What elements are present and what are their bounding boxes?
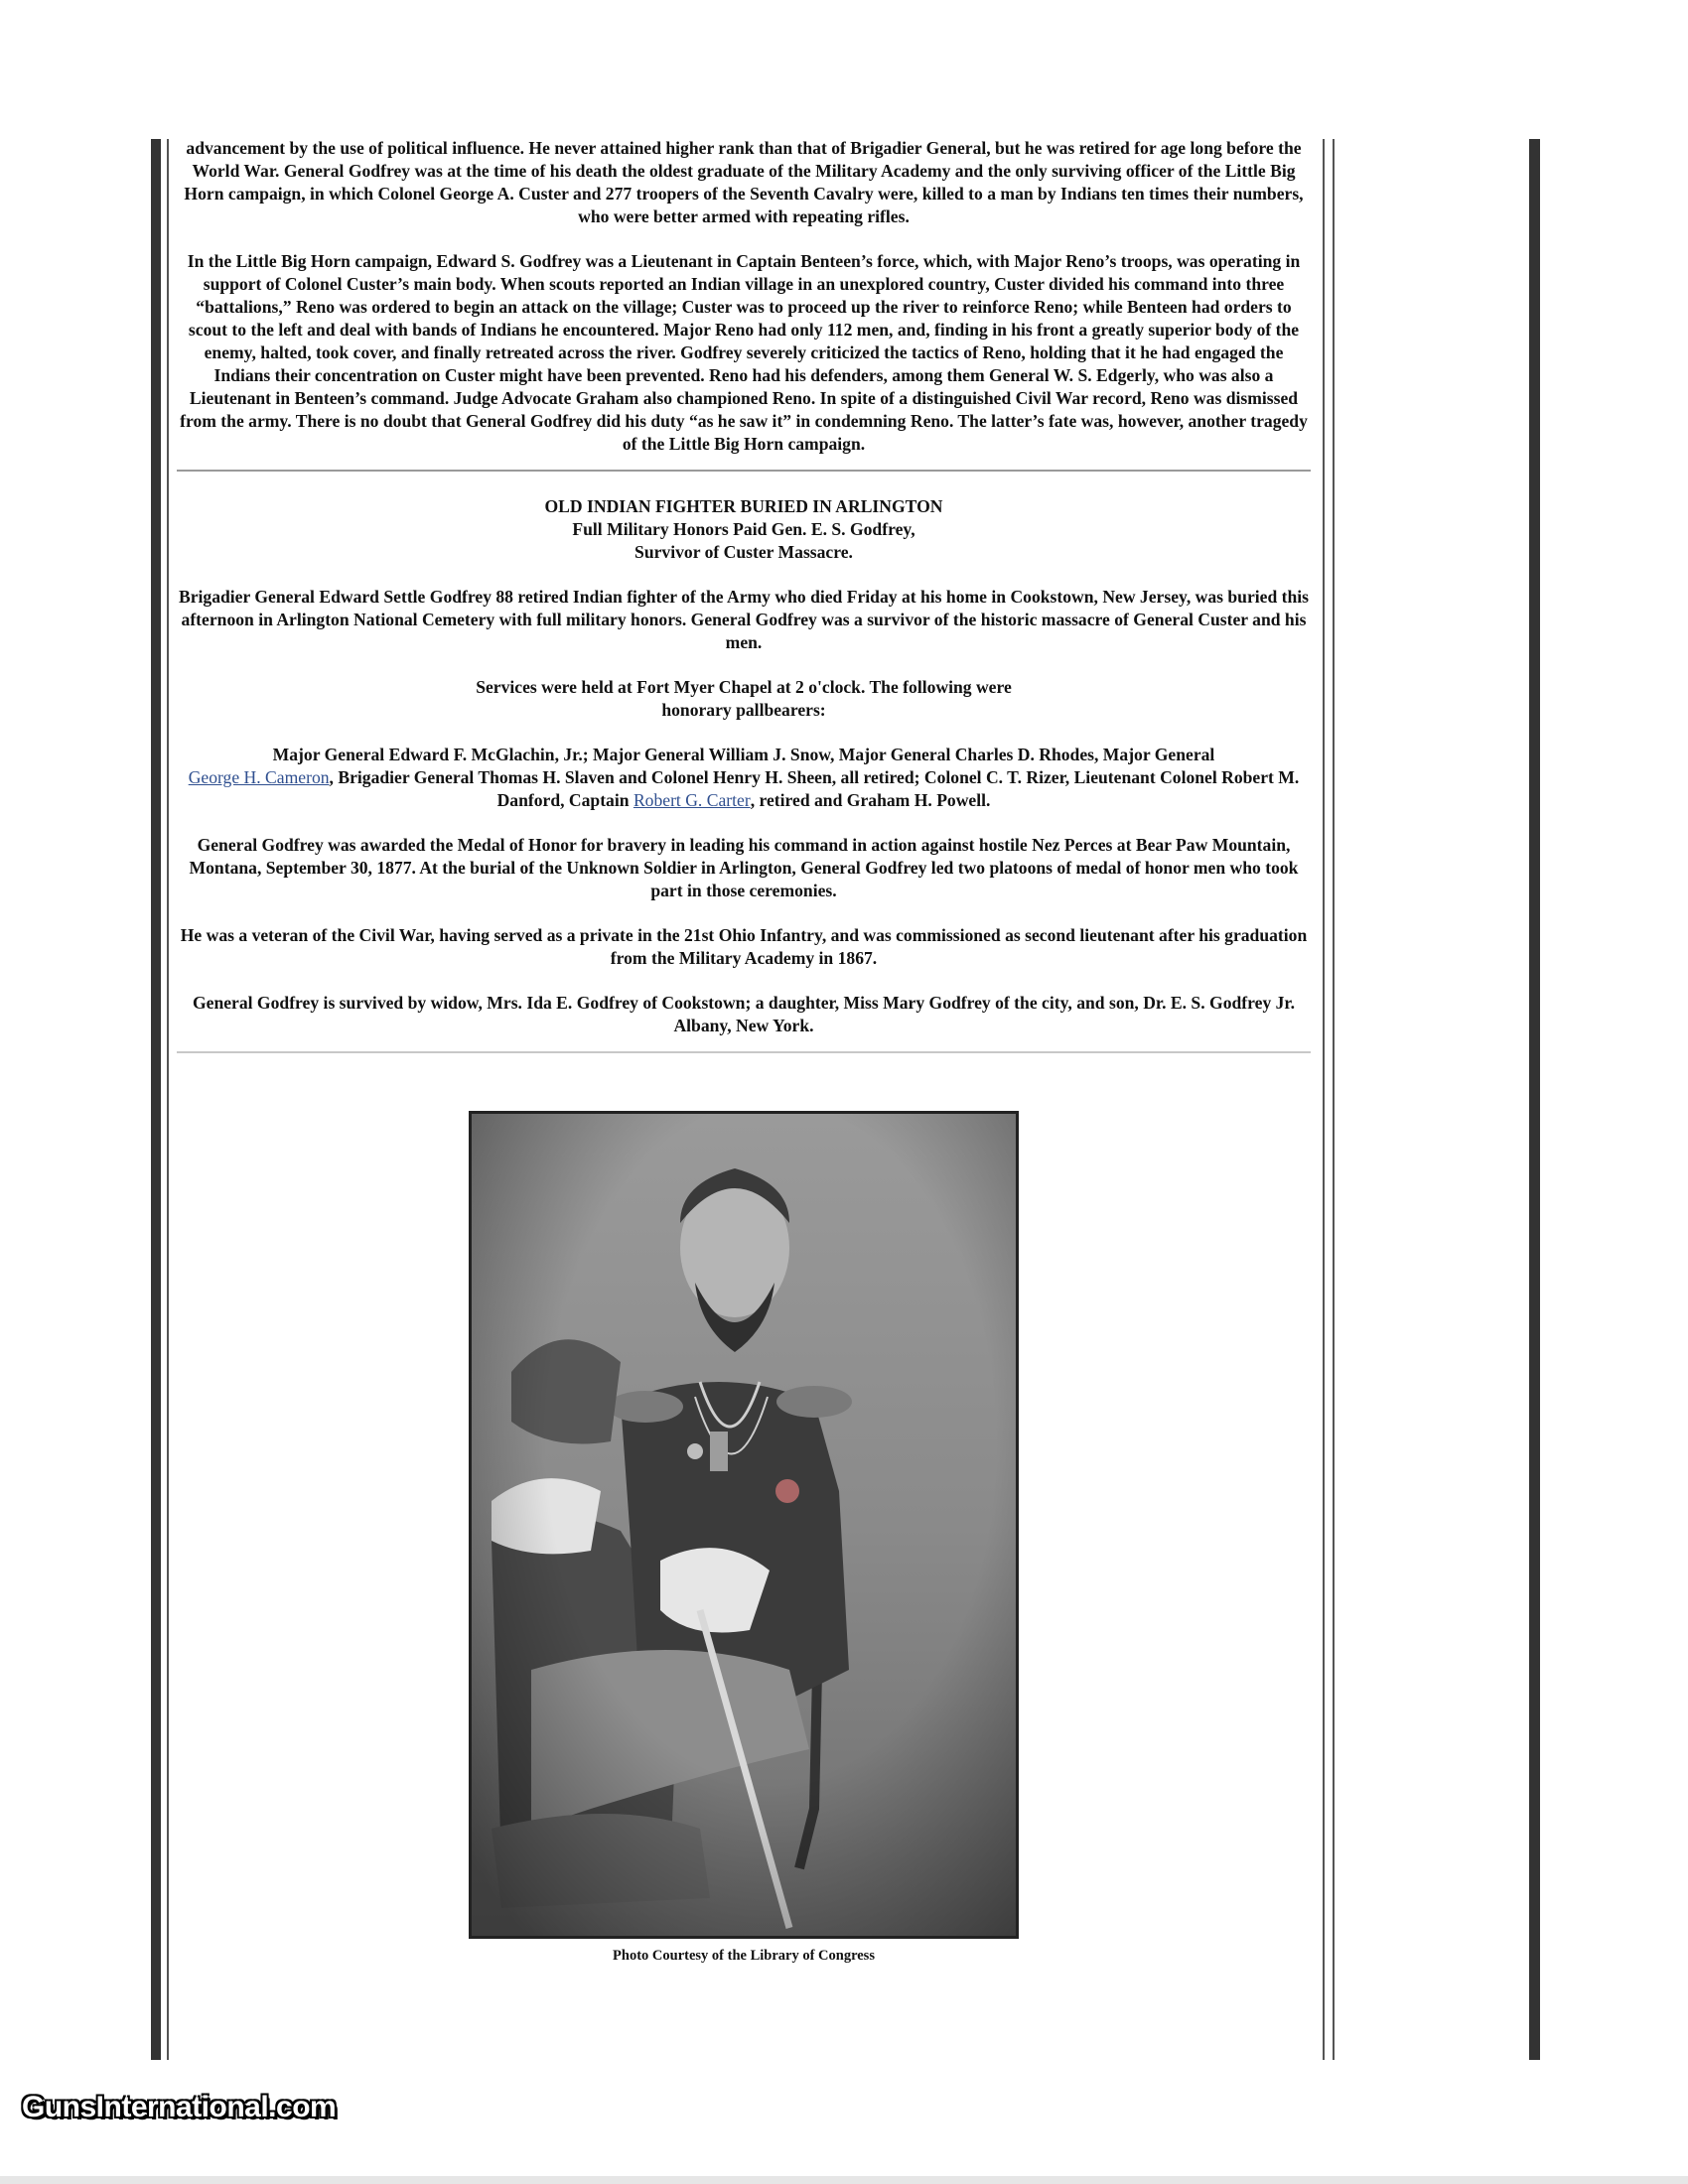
photo-caption: Photo Courtesy of the Library of Congress bbox=[613, 1948, 875, 1964]
link-robert-g-carter[interactable]: Robert G. Carter bbox=[633, 790, 751, 810]
portrait-image bbox=[472, 1114, 1016, 1936]
bottom-strip bbox=[0, 2176, 1688, 2184]
document-column bbox=[177, 137, 1311, 1968]
article-paragraph-survivors: General Godfrey is survived by widow, Mrs. Ida E. Godfrey of Cookstown; a daughter, Miss Mary Godfrey of the city, and son, Dr. E. S. Godfrey Jr. Albany, New York. bbox=[192, 993, 1296, 1035]
right-border-bar bbox=[1529, 139, 1540, 2060]
left-border-line bbox=[167, 139, 169, 2060]
services-line-1: Services were held at Fort Myer Chapel at 2 o'clock. The following were bbox=[476, 677, 1012, 697]
article-header bbox=[177, 495, 1311, 564]
right-column-line-1 bbox=[1323, 139, 1325, 2060]
article-headline: OLD INDIAN FIGHTER BURIED IN ARLINGTON bbox=[544, 496, 943, 516]
paragraph-political-influence: advancement by the use of political influence. He never attained higher rank than that of Brigadier General, but he was retired for age long before the World War. General Godfrey was at the time of his death the oldest graduate of the Military Academy and the only surviving officer of the Little Big Horn campaign, in which Colonel George A. Custer and 277 troopers of the Seventh Cavalry were, killed to a man by Indians ten times their numbers, who were better armed with repeating rifles. bbox=[184, 138, 1304, 226]
pallbearers-text-b: , Brigadier General Thomas H. Slaven and Colonel Henry H. Sheen, all retired; Colonel C. T. Rizer, Lieutenant Colonel Robert M. Danford, Captain bbox=[329, 767, 1300, 810]
gunsinternational-logo: GunsInternational.com bbox=[22, 2091, 337, 2123]
section-divider bbox=[177, 470, 1311, 472]
article-paragraph-services bbox=[177, 676, 1311, 722]
article-paragraph-pallbearers bbox=[177, 744, 1311, 812]
link-george-h-cameron[interactable]: George H. Cameron bbox=[188, 767, 330, 787]
left-border-bar bbox=[151, 139, 161, 2060]
pallbearers-text-c: , retired and Graham H. Powell. bbox=[750, 790, 991, 810]
article-paragraph-burial: Brigadier General Edward Settle Godfrey 88 retired Indian fighter of the Army who died Friday at his home in Cookstown, New Jersey, was buried this afternoon in Arlington National Cemetery with full military honors. General Godfrey was a survivor of the historic massacre of General Custer and his men. bbox=[178, 587, 1310, 652]
article-end-divider bbox=[177, 1051, 1311, 1053]
services-line-2: honorary pallbearers: bbox=[661, 700, 826, 720]
paragraph-little-big-horn: In the Little Big Horn campaign, Edward S. Godfrey was a Lieutenant in Captain Benteen’s force, which, with Major Reno’s troops, was operating in support of Colonel Custer’s main body. When scouts reported an Indian village in an unexplored country, Custer divided his command into three “battalions,” Reno was ordered to begin an attack on the village; Custer was to proceed up the river to reinforce Reno; while Benteen had orders to scout to the left and deal with bands of Indians he encountered. Major Reno had only 112 men, and, finding in his front a greatly superior body of the enemy, halted, took cover, and finally retreated across the river. Godfrey severely criticized the tactics of Reno, holding that it he had engaged the Indians their concentration on Custer might have been prevented. Reno had his defenders, among them General W. S. Edgerly, who was also a Lieutenant in Benteen’s command. Judge Advocate Graham also championed Reno. In spite of a distinguished Civil War record, Reno was dismissed from the army. There is no doubt that General Godfrey did his duty “as he saw it” in condemning Reno. The latter’s fate was, however, another tragedy of the Little Big Horn campaign. bbox=[180, 251, 1308, 454]
article-paragraph-medal-of-honor: General Godfrey was awarded the Medal of Honor for bravery in leading his command in action against hostile Nez Perces at Bear Paw Mountain, Montana, September 30, 1877. At the burial of the Unknown Soldier in Arlington, General Godfrey led two platoons of medal of honor men who took part in those ceremonies. bbox=[189, 835, 1299, 900]
right-column-line-2 bbox=[1333, 139, 1335, 2060]
article-paragraph-civil-war: He was a veteran of the Civil War, having served as a private in the 21st Ohio Infantry, and was commissioned as second lieutenant after his graduation from the Military Academy in 1867. bbox=[180, 925, 1308, 968]
article-subhead-2: Survivor of Custer Massacre. bbox=[634, 542, 853, 562]
pallbearers-text-a: Major General Edward F. McGlachin, Jr.; Major General William J. Snow, Major General Charles D. Rhodes, Major General bbox=[272, 745, 1215, 764]
portrait-photo bbox=[469, 1111, 1019, 1939]
article-subhead-1: Full Military Honors Paid Gen. E. S. Godfrey, bbox=[572, 519, 915, 539]
